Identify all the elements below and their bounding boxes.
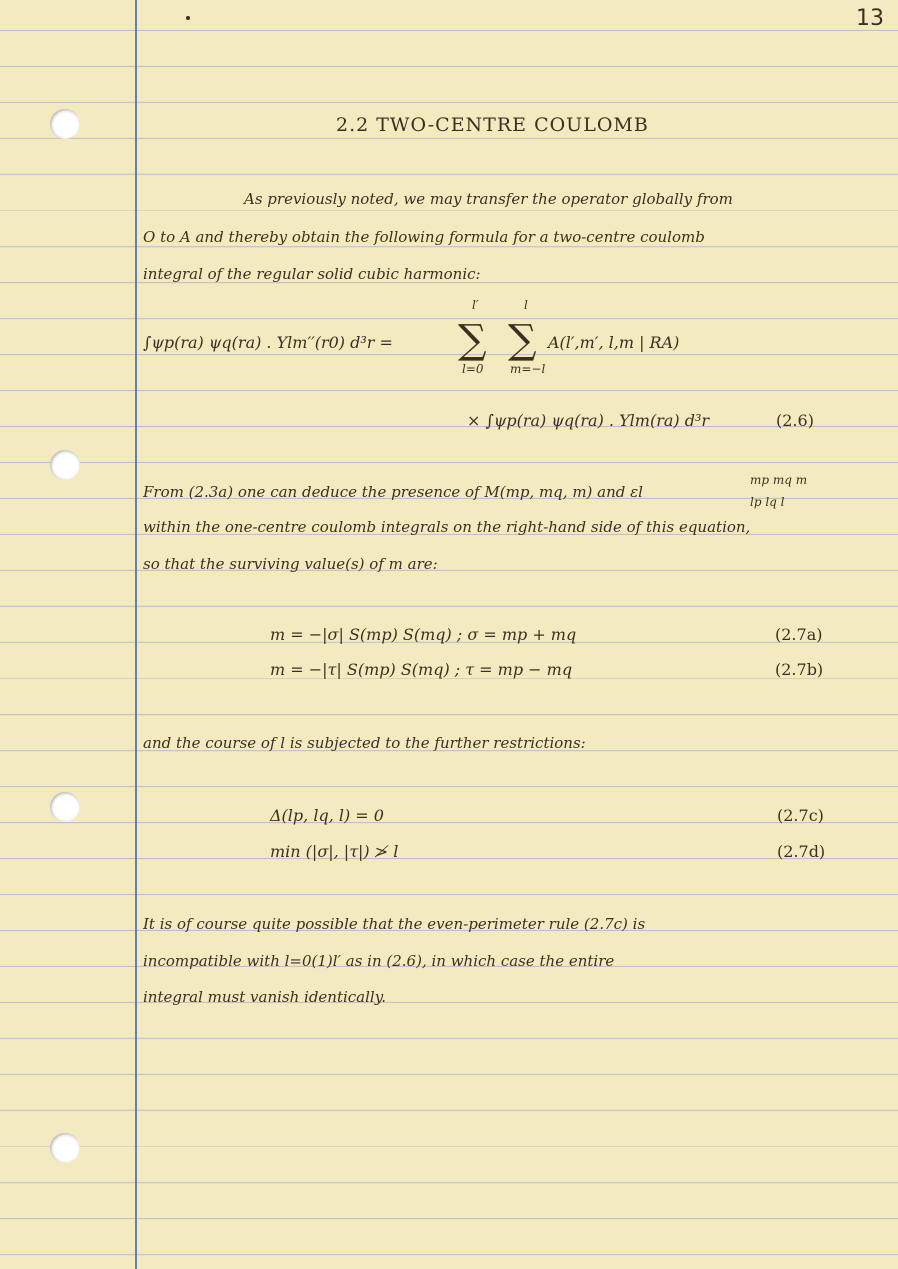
paragraph-line: It is of course quite possible that the even-perimeter rule (2.7c) is [143,915,646,933]
summation-symbol: ∑ [458,317,487,363]
paragraph-line: As previously noted, we may transfer the operator globally from [244,190,733,208]
paragraph-line: From (2.3a) one can deduce the presence of M(mp, mq, m) and εl [143,483,643,501]
equation-label: (2.6) [776,411,814,430]
paragraph-line: integral must vanish identically. [143,988,386,1006]
paragraph-line: within the one-centre coulomb integrals on the right-hand side of this equation, [143,518,751,536]
binder-hole [50,792,80,822]
equation-lhs: ∫ψp(ra) ψq(ra) . Ylm′′(r0) d³r = [143,333,393,352]
page-number: 13 [856,6,884,31]
margin-line [135,0,137,1269]
binder-hole [50,109,80,139]
equation-expr: m = −|τ| S(mp) S(mq) ; τ = mp − mq [270,660,573,679]
binder-hole [50,1133,80,1163]
sum-upper-limit: l [524,298,528,312]
equation-expr: Δ(lp, lq, l) = 0 [270,806,384,825]
superscript: mp mq m [750,473,808,487]
paragraph-line: O to A and thereby obtain the following formula for a two-centre coulomb [143,228,705,246]
ink-dot [186,16,190,20]
equation-second-line: × ∫ψp(ra) ψq(ra) . Ylm(ra) d³r [467,411,710,430]
sum-lower-limit: m=−l [510,362,546,376]
equation-expr: m = −|σ| S(mp) S(mq) ; σ = mp + mq [270,625,577,644]
subscript: lp lq l [750,495,785,509]
paragraph-line: incompatible with l=0(1)l′ as in (2.6), in which case the entire [143,952,615,970]
equation-label: (2.7a) [775,625,823,644]
paragraph-line: so that the surviving value(s) of m are: [143,555,438,573]
binder-hole [50,450,80,480]
sum-upper-limit: l′ [472,298,479,312]
paragraph-line: and the course of l is subjected to the further restrictions: [143,734,586,752]
equation-label: (2.7c) [777,806,824,825]
summation-symbol: ∑ [508,317,537,363]
paragraph-line: integral of the regular solid cubic harmonic: [143,265,481,283]
sum-lower-limit: l=0 [462,362,484,376]
equation-label: (2.7b) [775,660,824,679]
equation-rhs-term: A(l′,m′, l,m | RA) [548,333,680,352]
equation-label: (2.7d) [777,842,826,861]
equation-expr: min (|σ|, |τ|) ≯ l [270,842,399,861]
section-title: 2.2 TWO-CENTRE COULOMB [336,114,649,136]
